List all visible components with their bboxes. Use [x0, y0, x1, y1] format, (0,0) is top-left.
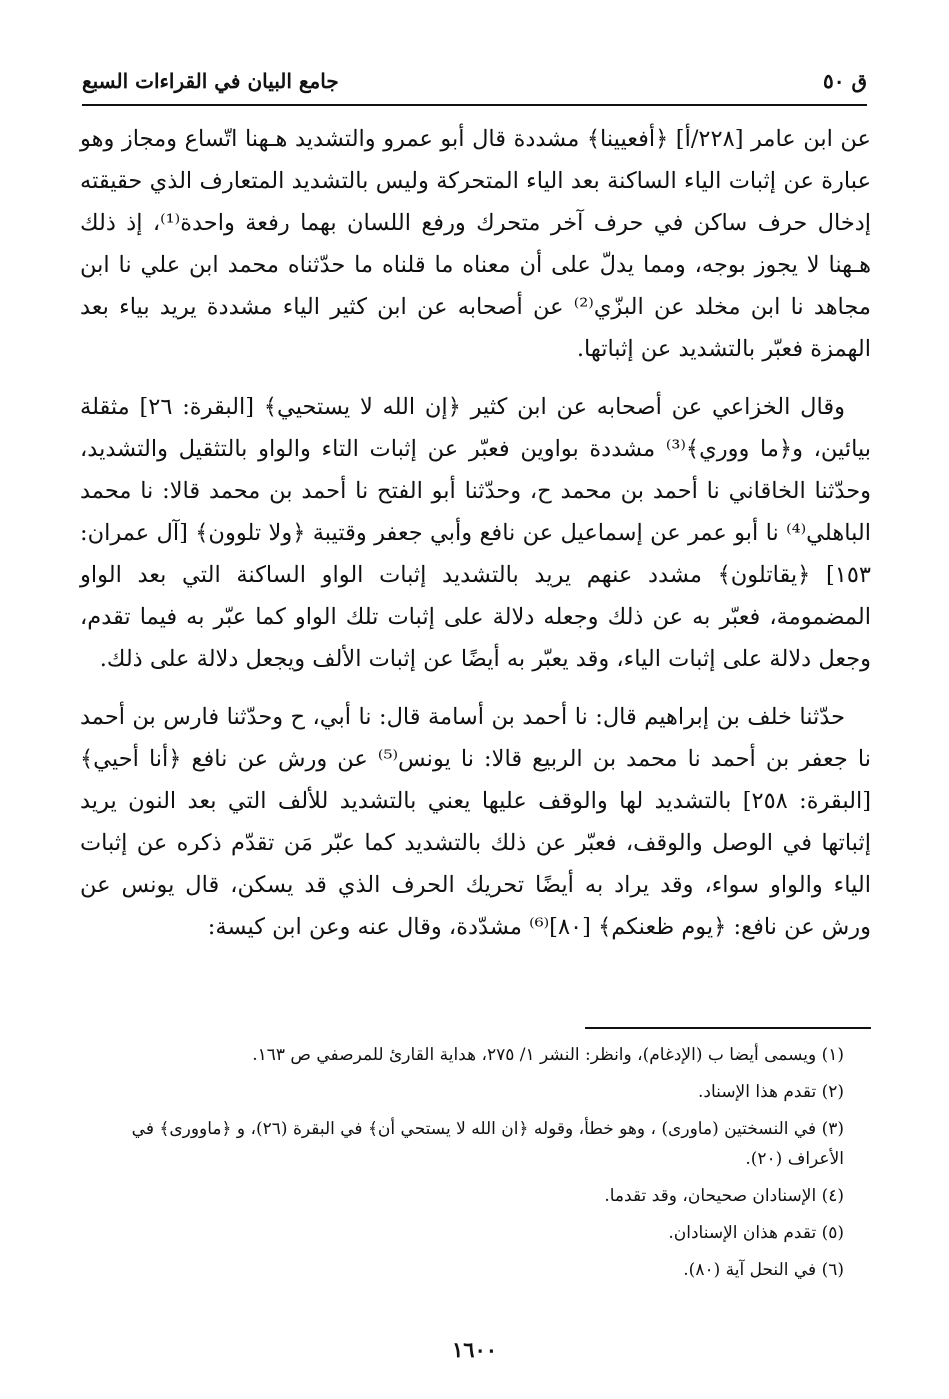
- running-header: [82, 58, 867, 106]
- footnote-5: (٥) تقدم هذان الإسنادان.: [668, 1223, 844, 1243]
- paragraph-3: حدّثنا خلف بن إبراهيم قال: نا أحمد بن أسامة قال: نا أبي، ح وحدّثنا فارس بن أحمد نا جعفر بن أحمد نا محمد بن الربيع قالا: نا يونس⁽⁵⁾ عن ورش عن نافع ﴿أنا أحيي﴾ [البقرة: ٢٥٨] بالتشديد لها والوقف عليها يعني بالتشديد للألف التي بعد النون يريد إثباتها في الوصل والوقف، فعبّر عن ذلك بالتشديد كما عبّر مَن تقدّم ذكره عن إثبات الياء والواو سواء، وقد يراد به أيضًا تحريك الحرف الذي قد يسكن، قال يونس عن ورش عن نافع: ﴿يوم ظعنكم﴾ [٨٠]⁽⁶⁾ مشدّدة، وقال عنه وعن ابن كيسة:: [80, 704, 871, 940]
- footnote-4: (٤) الإسنادان صحيحان، وقد تقدما.: [604, 1186, 844, 1206]
- footnote-2: (٢) تقدم هذا الإسناد.: [698, 1082, 844, 1102]
- main-text: [80, 118, 871, 964]
- paragraph-2: وقال الخزاعي عن أصحابه عن ابن كثير ﴿إن الله لا يستحيي﴾ [البقرة: ٢٦] مثقلة بيائين، و﴿ما ووري﴾⁽³⁾ مشددة بواوين فعبّر عن إثبات التاء والواو بالتثقيل والتشديد، وحدّثنا الخاقاني نا أحمد بن محمد ح، وحدّثنا أبو الفتح نا أحمد بن محمد قالا: نا محمد الباهلي⁽⁴⁾ نا أبو عمر عن إسماعيل عن نافع وأبي جعفر وقتيبة ﴿ولا تلوون﴾ [آل عمران: ١٥٣] ﴿يقاتلون﴾ مشدد عنهم يريد بالتشديد إثبات الواو الساكنة التي بعد الواو المضمومة، فعبّر به عن ذلك وجعله دلالة على إثبات تلك الواو كما عبّر به فيما تقدم، وجعل دلالة على إثبات الياء، وقد يعبّر به أيضًا عن إثبات الألف ويجعل دلالة على ذلك.: [80, 394, 871, 672]
- footnote-6: (٦) في النحل آية (٨٠).: [683, 1260, 844, 1280]
- page-number: ١٦٠٠: [451, 1337, 498, 1362]
- section-label: ق ٥٠: [823, 69, 867, 93]
- paragraph-1: عن ابن عامر [٢٢٨/أ] ﴿أفعيينا﴾ مشددة قال أبو عمرو والتشديد هـهنا اتّساع ومجاز وهو عبارة عن إثبات الياء الساكنة بعد الياء المتحركة وليس بالتشديد المتعارف الذي حقيقته إدخال حرف ساكن في حرف آخر متحرك ورفع اللسان بهما رفعة واحدة⁽¹⁾، إذ ذلك هـهنا لا يجوز بوجه، ومما يدلّ على أن معناه ما قلناه ما حدّثناه محمد ابن علي نا ابن مجاهد نا ابن مخلد عن البزّي⁽²⁾ عن أصحابه عن ابن كثير الياء مشددة يريد بياء بعد الهمزة فعبّر بالتشديد عن إثباتها.: [80, 126, 871, 362]
- book-title: جامع البيان في القراءات السبع: [82, 69, 339, 93]
- footnotes: [80, 1040, 844, 1292]
- footnote-separator: [585, 1027, 871, 1029]
- footnote-1: (١) ويسمى أيضا ب (الإدغام)، وانظر: النشر ١/ ٢٧٥، هداية القارئ للمرصفي ص ١٦٣.: [252, 1045, 844, 1065]
- footnote-3: (٣) في النسختين (ماورى) ، وهو خطأ، وقوله ﴿ان الله لا يستحي أن﴾ في البقرة (٢٦)، و ﴿ماوورى﴾ في الأعراف (٢٠).: [131, 1119, 844, 1169]
